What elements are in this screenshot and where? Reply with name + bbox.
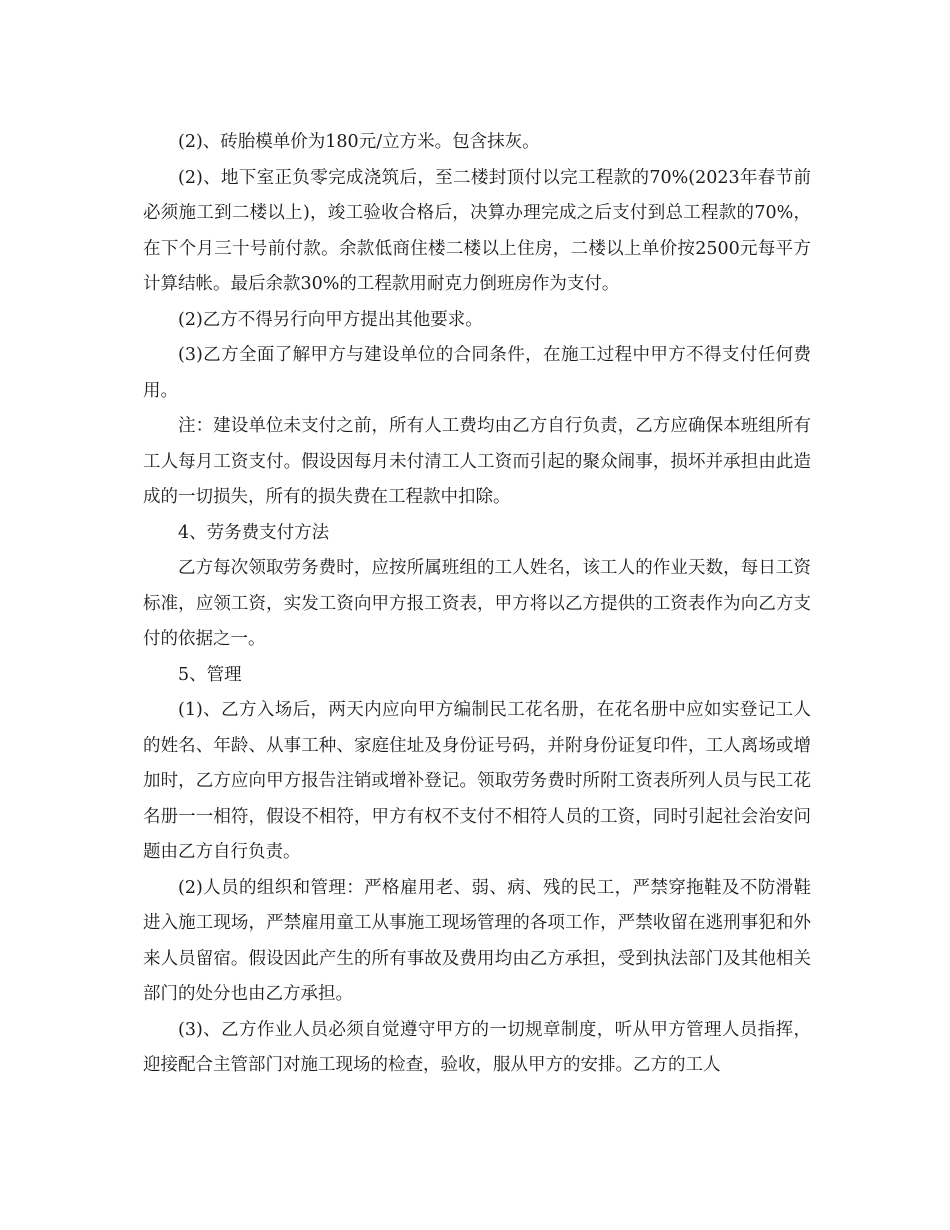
paragraph-rules-compliance: (3)、乙方作业人员必须自觉遵守甲方的一切规章制度，听从甲方管理人员指挥，迎接配合主管部门对施工现场的检查，验收，服从甲方的安排。乙方的工人 xyxy=(143,1019,811,1075)
paragraph-personnel-management: (2)人员的组织和管理：严格雇用老、弱、病、残的民工，严禁穿拖鞋及不防滑鞋进入施工现场，严禁雇用童工从事施工现场管理的各项工作，严禁收留在逃刑事犯和外来人员留宿。假设因此产生的所有事故及费用均由乙方承担，受到执法部门及其他相关部门的处分也由乙方承担。 xyxy=(143,877,811,1004)
document-body xyxy=(143,125,811,1084)
section-heading-labor-payment: 4、劳务费支付方法 xyxy=(178,522,330,543)
paragraph-worker-roster: (1)、乙方入场后，两天内应向甲方编制民工花名册，在花名册中应如实登记工人的姓名、年龄、从事工种、家庭住址及身份证号码，并附身份证复印件，工人离场或增加时，乙方应向甲方报告注销或增补登记。领取劳务费时所附工资表所列人员与民工花名册一一相符，假设不相符，甲方有权不支付不相符人员的工资，同时引起社会治安问题由乙方自行负责。 xyxy=(143,700,811,862)
section-heading-management: 5、管理 xyxy=(178,664,242,685)
paragraph-labor-payment-method: 乙方每次领取劳务费时，应按所属班组的工人姓名，该工人的作业天数，每日工资标准，应领工资，实发工资向甲方报工资表，甲方将以乙方提供的工资表作为向乙方支付的依据之一。 xyxy=(143,558,811,649)
paragraph-contract-conditions: (3)乙方全面了解甲方与建设单位的合同条件，在施工过程中甲方不得支付任何费用。 xyxy=(143,345,811,401)
paragraph-payment-schedule: (2)、地下室正负零完成浇筑后，至二楼封顶付以完工程款的70%(2023年春节前必须施工到二楼以上)，竣工验收合格后，决算办理完成之后支付到总工程款的70%，在下个月三十号前付款。余款低商住楼二楼以上住房，二楼以上单价按2500元每平方计算结帐。最后余款30%的工程款用耐克力倒班房作为支付。 xyxy=(143,167,811,294)
paragraph-brick-mold-price: (2)、砖胎模单价为180元/立方米。包含抹灰。 xyxy=(178,132,540,152)
paragraph-note-wages: 注：建设单位未支付之前，所有人工费均由乙方自行负责，乙方应确保本班组所有工人每月工资支付。假设因每月未付清工人工资而引起的聚众闹事，损坏并承担由此造成的一切损失，所有的损失费在工程款中扣除。 xyxy=(143,416,811,507)
paragraph-no-extra-requests: (2)乙方不得另行向甲方提出其他要求。 xyxy=(178,309,483,330)
